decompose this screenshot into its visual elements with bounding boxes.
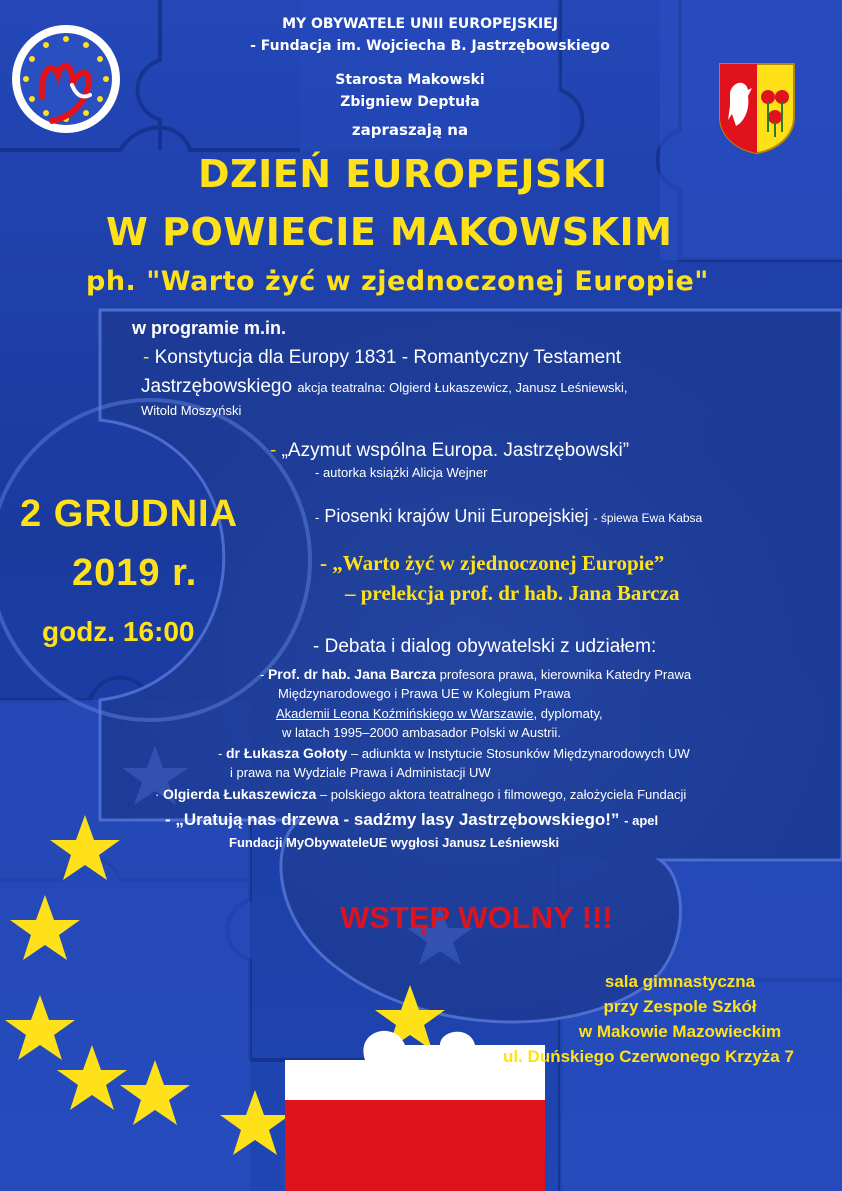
barcz-desc4: w latach 1995–2000 ambasador Polski w Austrii.: [282, 725, 561, 740]
date-year: 2019 r.: [72, 552, 198, 594]
barcz-name: Prof. dr hab. Jana Barcza: [267, 666, 437, 682]
header-line5: zapraszają na: [351, 121, 469, 139]
program-item1-line2: [141, 376, 628, 398]
item1-sub: akcja teatralna: Olgierd Łukaszewicz, Janusz Leśniewski,: [297, 380, 628, 395]
header-line1: MY OBYWATELE UNII EUROPEJSKIEJ: [282, 16, 558, 32]
venue-line3: w Makowie Mazowieckim: [578, 1022, 782, 1041]
item6-line1: [165, 810, 658, 830]
free-entry: WSTĘP WOLNY !!!: [340, 900, 613, 935]
title-line1: DZIEŃ EUROPEJSKI: [198, 152, 608, 196]
program-item1: [143, 347, 621, 369]
golota-desc1: – adiunkta w Instytucie Stosunków Międzynarodowych UW: [350, 746, 690, 761]
golota-name: dr Łukasza Gołoty: [225, 745, 348, 761]
item1-main: Konstytucja dla Europy 1831 - Romantyczny Testament: [154, 347, 622, 368]
item2-dash: -: [270, 440, 277, 461]
item6-main: - „Uratują nas drzewa - sadźmy lasy Jastrzębowskiego!”: [165, 810, 620, 829]
item1-dash: -: [143, 347, 150, 368]
barcz-desc1: profesora prawa, kierownika Katedry Prawa: [439, 667, 692, 682]
item6-apel: - apel: [624, 813, 659, 828]
golota-desc2: i prawa na Wydziale Prawa i Administacji UW: [230, 765, 491, 780]
program-item3: [315, 506, 702, 527]
item1-sub2: Witold Moszyński: [141, 403, 242, 418]
venue-line4: ul. Duńskiego Czerwonego Krzyża 7: [503, 1047, 794, 1066]
title-line2: W POWIECIE MAKOWSKIM: [106, 210, 673, 254]
lukaszewicz-line: [155, 786, 686, 802]
item2-sub: - autorka książki Alicja Wejner: [315, 465, 488, 480]
item5-main: - Debata i dialog obywatelski z udziałem:: [313, 636, 657, 657]
golota-dash: -: [218, 746, 223, 761]
item4-line1: - „Warto żyć w zjednoczonej Europie”: [320, 551, 665, 575]
item1-main2: Jastrzębowskiego: [141, 376, 293, 397]
barcz-line3: [276, 706, 603, 721]
item4-line2: – prelekcja prof. dr hab. Jana Barcza: [345, 581, 680, 605]
item3-sub: - śpiewa Ewa Kabsa: [593, 511, 703, 525]
coat-of-arms-icon: [718, 62, 796, 154]
venue-line2: przy Zespole Szkół: [603, 997, 757, 1016]
lukaszewicz-desc: – polskiego aktora teatralnego i filmowego, założyciela Fundacji: [319, 787, 687, 802]
program-item2: [270, 440, 629, 462]
item3-dash: -: [315, 510, 320, 525]
date-day: 2 GRUDNIA: [20, 493, 239, 535]
golota-line1: [218, 745, 690, 761]
lukaszewicz-dash: ·: [155, 787, 160, 802]
title-line3: ph. "Warto żyć w zjednoczonej Europie": [86, 266, 709, 297]
kozminski-link[interactable]: Akademii Leona Koźmińskiego w Warszawie: [276, 706, 534, 721]
barcz-desc2: Międzynarodowego i Prawa UE w Kolegium Prawa: [278, 686, 571, 701]
date-time: godz. 16:00: [42, 616, 195, 647]
item2-main: „Azymut wspólna Europa. Jastrzębowski”: [281, 440, 630, 461]
venue-line1: sala gimnastyczna: [604, 972, 756, 991]
item6-line2: Fundacji MyObywateleUE wygłosi Janusz Leśniewski: [229, 835, 560, 850]
barcz-desc3: , dyplomaty,: [533, 706, 603, 721]
my-obywatele-logo-icon: [12, 25, 120, 133]
barcz-dash: -: [260, 667, 265, 682]
header-line3: Starosta Makowski: [335, 72, 485, 88]
lukaszewicz-name: Olgierda Łukaszewicza: [162, 786, 317, 802]
item3-main: Piosenki krajów Unii Europejskiej: [324, 506, 589, 526]
header-line2: - Fundacja im. Wojciecha B. Jastrzębowskiego: [250, 38, 610, 54]
program-heading: w programie m.in.: [132, 318, 287, 338]
barcz-line1: [260, 666, 691, 682]
header-line4: Zbigniew Deptuła: [340, 94, 480, 110]
